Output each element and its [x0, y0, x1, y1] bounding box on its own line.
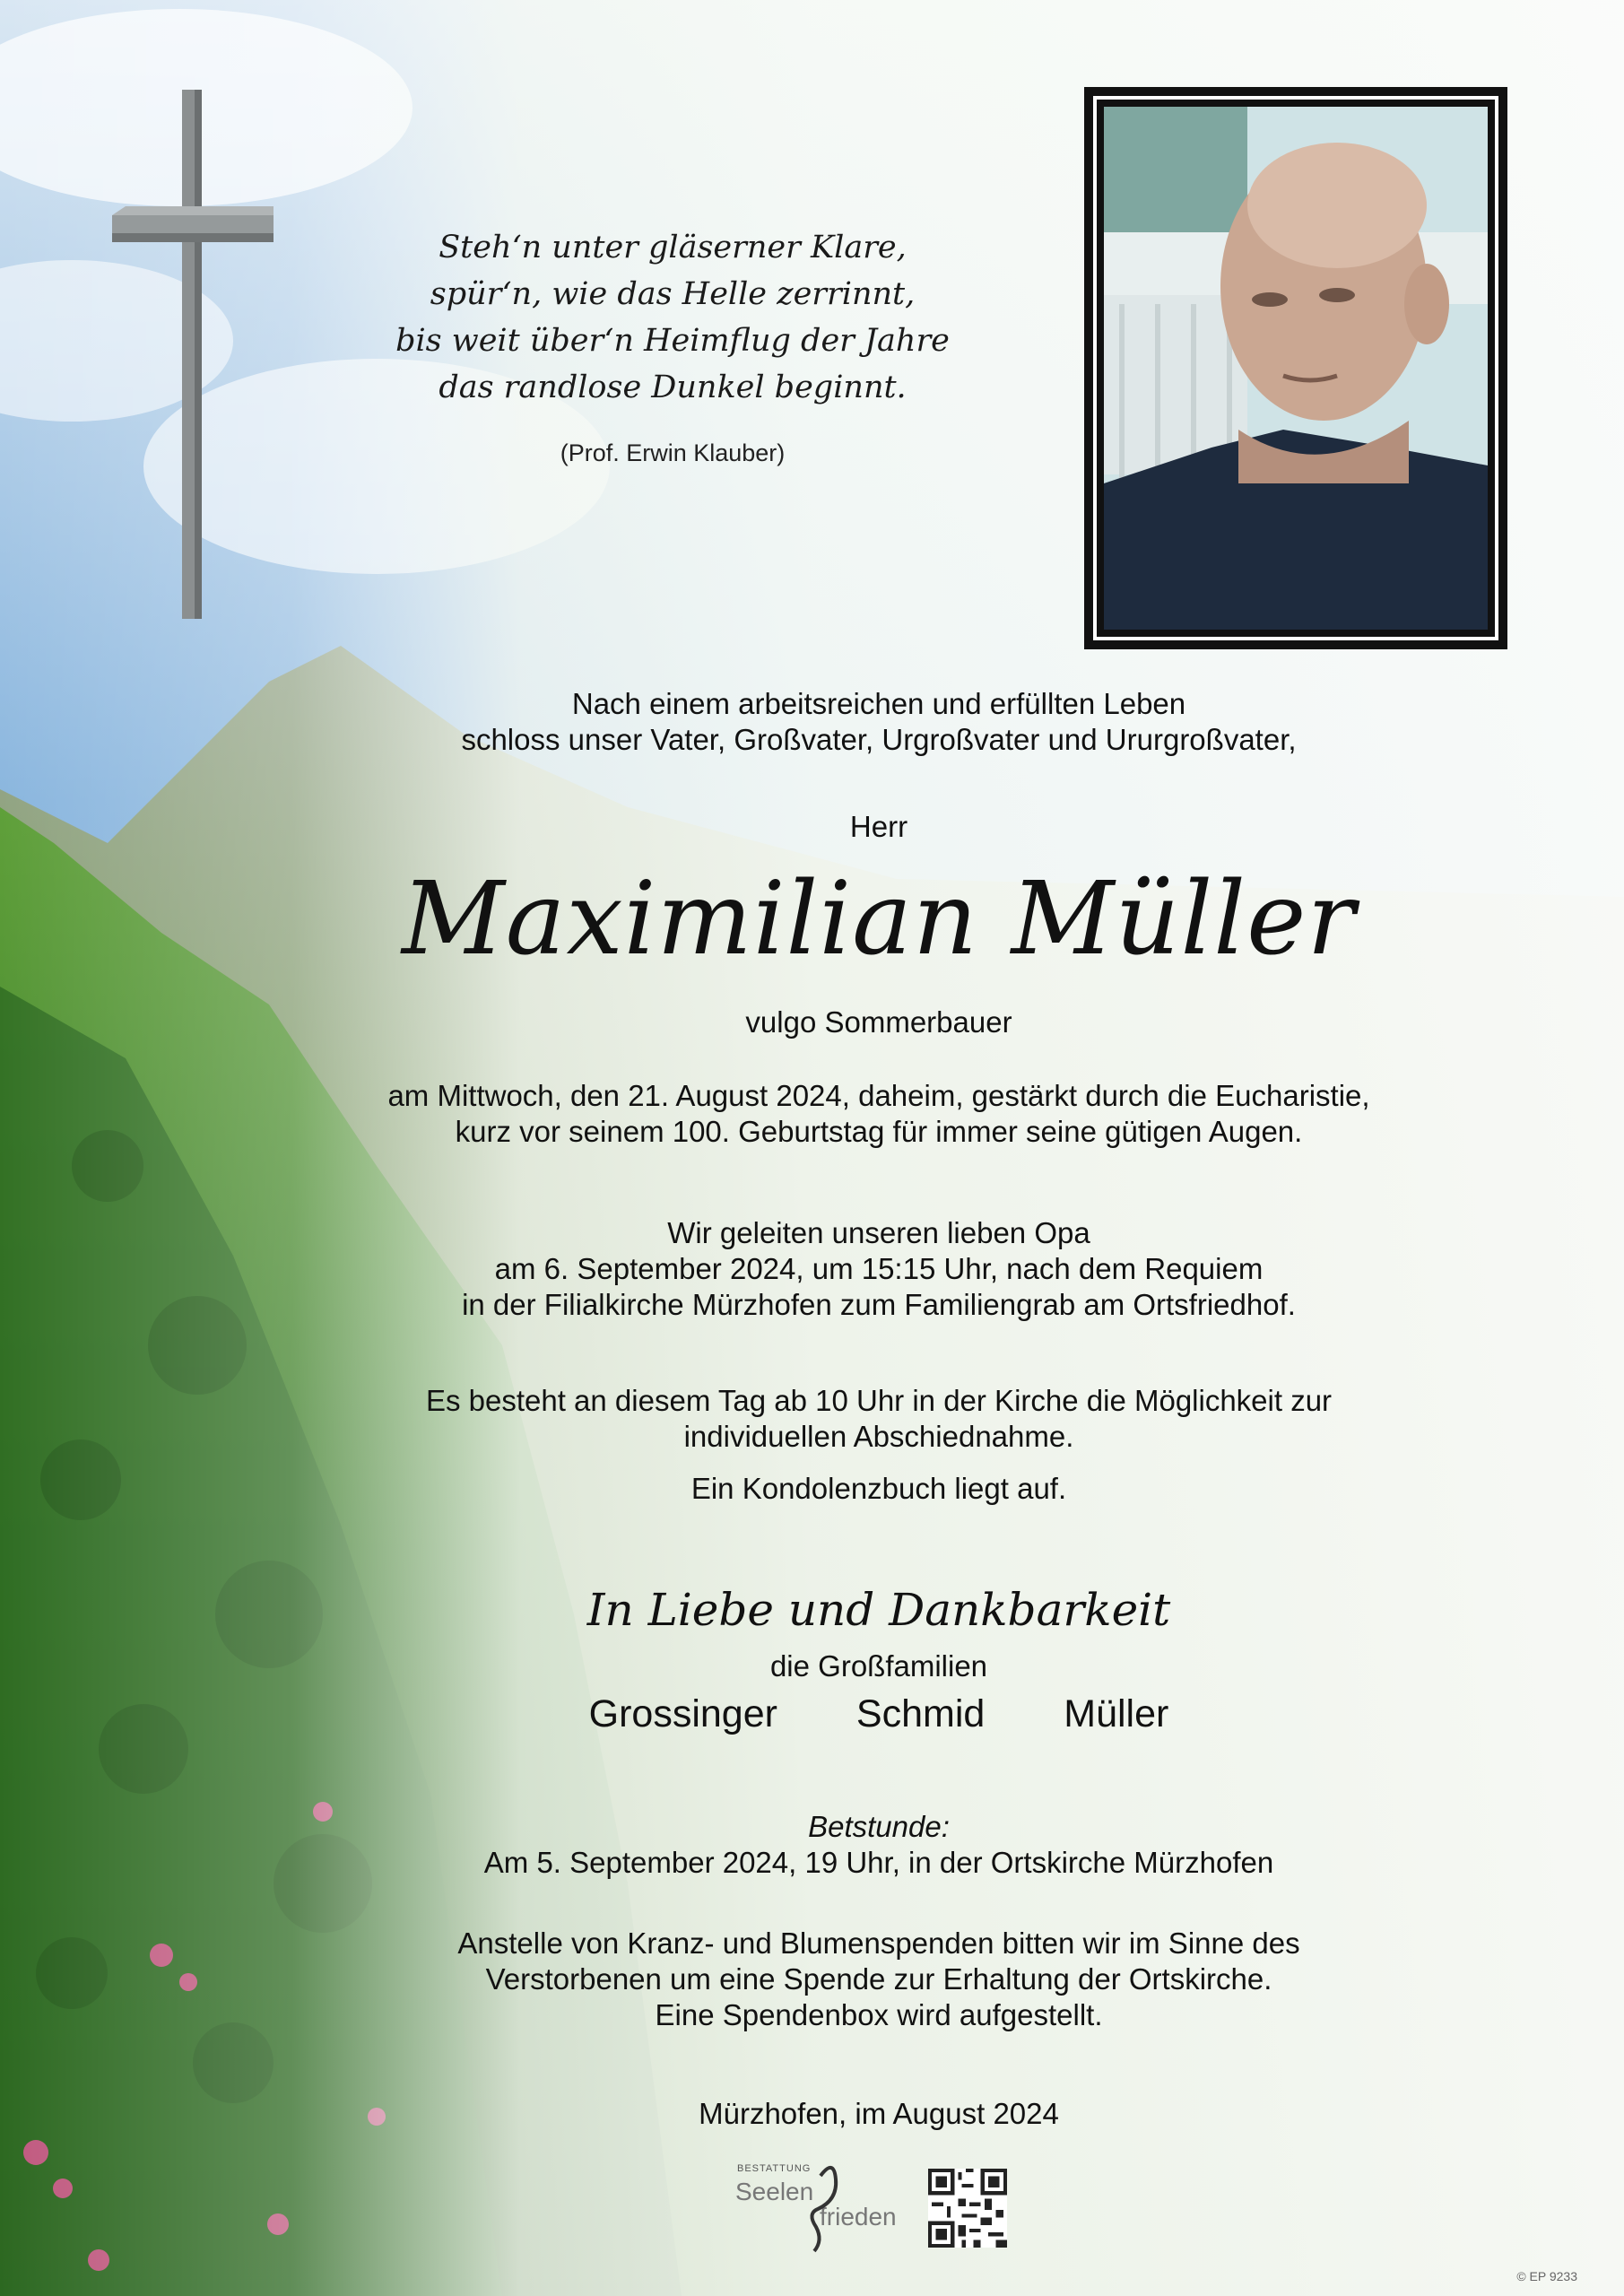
death-notice	[296, 1078, 1462, 1150]
deceased-alias: vulgo Sommerbauer	[745, 1005, 1012, 1039]
poem	[323, 224, 1022, 411]
family-name: Grossinger	[588, 1692, 777, 1735]
deceased-name: Maximilian Müller	[402, 861, 1356, 978]
donation-info	[296, 1926, 1462, 2033]
funeral-info	[296, 1215, 1462, 1323]
logo-word1: Seelen	[735, 2178, 814, 2205]
poem-line: spür‘n, wie das Helle zerrinnt,	[430, 276, 916, 312]
funeral-line: in der Filialkirche Mürzhofen zum Familiengrab am Ortsfriedhof.	[462, 1288, 1296, 1321]
funeral-line: Wir geleiten unseren lieben Opa	[667, 1216, 1090, 1249]
intro-line: schloss unser Vater, Großvater, Urgroßvater und Ururgroßvater,	[461, 723, 1297, 756]
donation-line: Eine Spendenbox wird aufgestellt.	[655, 1998, 1103, 2031]
poem-line: bis weit über‘n Heimflug der Jahre	[395, 323, 950, 359]
prayer-label: Betstunde:	[808, 1810, 950, 1843]
portrait-photo	[1104, 107, 1488, 630]
death-line: am Mittwoch, den 21. August 2024, daheim, gestärkt durch die Eucharistie,	[387, 1079, 1370, 1112]
logo-swirl-icon	[735, 2160, 897, 2258]
farewell-info	[296, 1383, 1462, 1507]
farewell-line: Es besteht an diesem Tag ab 10 Uhr in der Kirche die Möglichkeit zur	[425, 1384, 1333, 1417]
logo-top: BESTATTUNG	[737, 2163, 812, 2174]
family-name: Schmid	[855, 1692, 986, 1735]
funeral-line: am 6. September 2024, um 15:15 Uhr, nach dem Requiem	[494, 1252, 1264, 1285]
copyright: © EP 9233	[1516, 2269, 1577, 2283]
condolence-book: Ein Kondolenzbuch liegt auf.	[690, 1472, 1067, 1505]
cross-icon	[112, 90, 274, 619]
family-name: Müller	[1064, 1692, 1169, 1735]
qr-code-icon	[928, 2169, 1007, 2248]
intro-line: Nach einem arbeitsreichen und erfüllten Leben	[571, 687, 1186, 720]
families-label: die Großfamilien	[769, 1649, 988, 1683]
farewell-line: individuellen Abschiednahme.	[683, 1420, 1074, 1453]
closing-phrase: In Liebe und Dankbarkeit	[586, 1584, 1171, 1636]
poem-line: das randlose Dunkel beginnt.	[439, 370, 907, 405]
prayer-info	[296, 1809, 1462, 1881]
portrait-frame	[1084, 87, 1507, 649]
poem-line: Steh‘n unter gläserner Klare,	[439, 230, 907, 265]
death-line: kurz vor seinem 100. Geburtstag für immer seine gütigen Augen.	[455, 1115, 1303, 1148]
poem-author: (Prof. Erwin Klauber)	[560, 439, 786, 466]
salutation: Herr	[849, 810, 908, 843]
prayer-text: Am 5. September 2024, 19 Uhr, in der Ortskirche Mürzhofen	[483, 1846, 1274, 1879]
place-date: Mürzhofen, im August 2024	[699, 2097, 1059, 2130]
donation-line: Anstelle von Kranz- und Blumenspenden bitten wir im Sinne des	[457, 1926, 1300, 1960]
donation-line: Verstorbenen um eine Spende zur Erhaltung der Ortskirche.	[485, 1962, 1272, 1996]
families-list	[296, 1691, 1462, 1737]
intro	[296, 686, 1462, 758]
funeral-home-logo	[735, 2160, 897, 2258]
logo-word2: frieden	[820, 2203, 897, 2231]
